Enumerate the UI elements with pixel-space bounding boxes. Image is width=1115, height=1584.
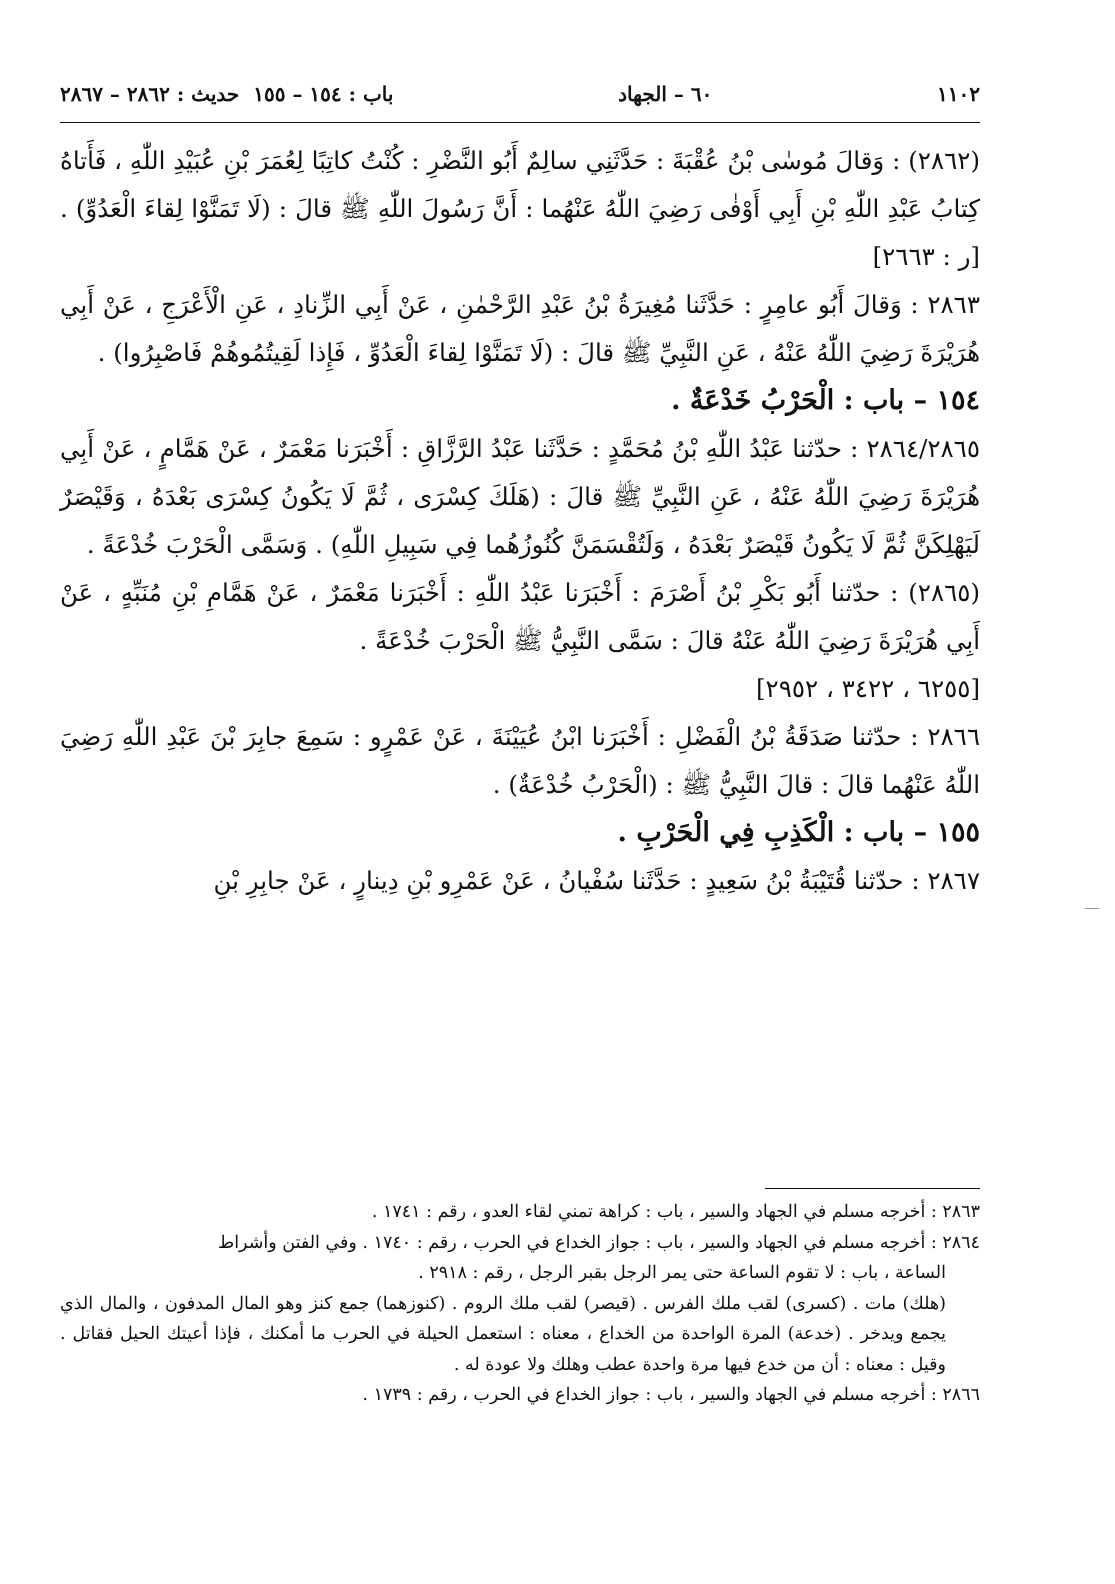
page-number: ١١٠٢ bbox=[937, 82, 980, 106]
hadith-range: حديث : ٢٨٦٢ – ٢٨٦٧ bbox=[60, 82, 240, 106]
hadith-text: (٢٨٦٢) : وَقالَ مُوسٰى بْنُ عُقْبَةَ : حَدَّثَنِي سالِمٌ أَبُو النَّضْرِ : كُنْتُ كاتِبًا لِعُمَرَ بْنِ عُبَيْدِ اللّٰهِ ، فَأَتاهُ كِتابُ عَبْدِ اللّٰهِ بْنِ أَبِي أَوْفٰى رَضِيَ اللّٰهُ عَنْهُما : أَنَّ رَسُولَ اللّٰهِ ﷺ قالَ : (لَا تَمَنَّوْا لِقاءَ الْعَدُوِّ) . bbox=[60, 146, 980, 223]
book-title: ٦٠ – الجهاد bbox=[618, 82, 713, 106]
header-references bbox=[60, 82, 393, 106]
footnote-2866: ٢٨٦٦ : أخرجه مسلم في الجهاد والسير ، باب : جواز الخداع في الحرب ، رقم : ١٧٣٩ . bbox=[362, 1385, 980, 1405]
hadith-text: (٢٨٦٥) : حدّثنا أَبُو بَكْرِ بْنُ أَصْرَمَ : أَخْبَرَنا عَبْدُ اللّٰهِ : أَخْبَرَنا مَعْمَرٌ ، عَنْ هَمَّامِ بْنِ مُنَبِّهٍ ، عَنْ أَبِي هُرَيْرَةَ رَضِيَ اللّٰهُ عَنْهُ قالَ : سَمَّى النَّبِيُّ ﷺ الْحَرْبَ خُدْعَةً . bbox=[60, 578, 980, 655]
book-page bbox=[60, 82, 980, 905]
footnote-gloss: (هلك) مات . (كسرى) لقب ملك الفرس . (قيصر) لقب ملك الروم . (كنوزهما) جمع كنز وهو المال المدفون ، والمال الذي يجمع ويدخر . (خدعة) المرة الواحدة من الخداع ، معناه : استعمل الحيلة في الحرب ما أمكنك ، فإذا أعيتك الحيل فقاتل . وقيل : معناه : أن من خدع فيها مرة واحدة عطب وهلك ولا عودة له . bbox=[60, 1293, 946, 1375]
chapter-range: باب : ١٥٤ – ١٥٥ bbox=[253, 82, 394, 106]
main-text bbox=[60, 137, 980, 905]
cross-reference: [ر : ٢٦٦٣] bbox=[872, 242, 980, 271]
hadith-2862 bbox=[60, 137, 980, 281]
footnote-divider bbox=[765, 1188, 980, 1189]
footnote-2863: ٢٨٦٣ : أخرجه مسلم في الجهاد والسير ، باب : كراهة تمني لقاء العدو ، رقم : ١٧٤١ . bbox=[371, 1202, 980, 1222]
margin-tick bbox=[1085, 908, 1099, 909]
hadith-2864: ٢٨٦٤/٢٨٦٥ : حدّثنا عَبْدُ اللّٰهِ بْنُ مُحَمَّدٍ : حَدَّثَنا عَبْدُ الرَّزَّاقِ : أَخْبَرَنا مَعْمَرٌ ، عَنْ هَمَّامٍ ، عَنْ أَبِي هُرَيْرَةَ رَضِيَ اللّٰهُ عَنْهُ ، عَنِ النَّبِيِّ ﷺ قالَ : (هَلَكَ كِسْرَى ، ثُمَّ لَا يَكُونُ كِسْرَى بَعْدَهُ ، وَقَيْصَرٌ لَيَهْلِكَنَّ ثُمَّ لَا يَكُونُ قَيْصَرٌ بَعْدَهُ ، وَلَتُقْسَمَنَّ كُنُوزُهُما فِي سَبِيلِ اللّٰهِ) . وَسَمَّى الْحَرْبَ خُدْعَةً . bbox=[60, 434, 980, 559]
hadith-2865 bbox=[60, 569, 980, 713]
hadith-2863: ٢٨٦٣ : وَقالَ أَبُو عامِرٍ : حَدَّثَنا مُغِيرَةُ بْنُ عَبْدِ الرَّحْمٰنِ ، عَنْ أَبِي الزِّنادِ ، عَنِ الْأَعْرَجِ ، عَنْ أَبِي هُرَيْرَةَ رَضِيَ اللّٰهُ عَنْهُ ، عَنِ النَّبِيِّ ﷺ قالَ : (لَا تَمَنَّوْا لِقاءَ الْعَدُوِّ ، فَإِذا لَقِيتُمُوهُمْ فَاصْبِرُوا) . bbox=[60, 290, 980, 367]
running-header bbox=[60, 82, 980, 123]
cross-reference: [٦٢٥٥ ، ٣٤٢٢ ، ٢٩٥٢] bbox=[755, 674, 980, 703]
hadith-2867: ٢٨٦٧ : حدّثنا قُتَيْبَةُ بْنُ سَعِيدٍ : حَدَّثَنا سُفْيانُ ، عَنْ عَمْرِو بْنِ دِينارٍ ، عَنْ جابِرِ بْنِ bbox=[213, 866, 980, 895]
footnote-2864: ٢٨٦٤ : أخرجه مسلم في الجهاد والسير ، باب : جواز الخداع في الحرب ، رقم : ١٧٤٠ . وفي الفتن وأشراط bbox=[218, 1232, 980, 1253]
chapter-heading-154: ١٥٤ – باب : الْحَرْبُ خَدْعَةٌ . bbox=[671, 385, 980, 416]
chapter-heading-155: ١٥٥ – باب : الْكَذِبِ فِي الْحَرْبِ . bbox=[617, 817, 980, 848]
footnote-2864-continued: الساعة ، باب : لا تقوم الساعة حتى يمر الرجل بقبر الرجل ، رقم : ٢٩١٨ . bbox=[418, 1263, 946, 1283]
hadith-2866: ٢٨٦٦ : حدّثنا صَدَقَةُ بْنُ الْفَضْلِ : أَخْبَرَنا ابْنُ عُيَيْنَةَ ، عَنْ عَمْرٍو : سَمِعَ جابِرَ بْنَ عَبْدِ اللّٰهِ رَضِيَ اللّٰهُ عَنْهُما قالَ : قالَ النَّبِيُّ ﷺ : (الْحَرْبُ خُدْعَةٌ) . bbox=[60, 722, 980, 799]
footnotes bbox=[60, 1188, 980, 1411]
